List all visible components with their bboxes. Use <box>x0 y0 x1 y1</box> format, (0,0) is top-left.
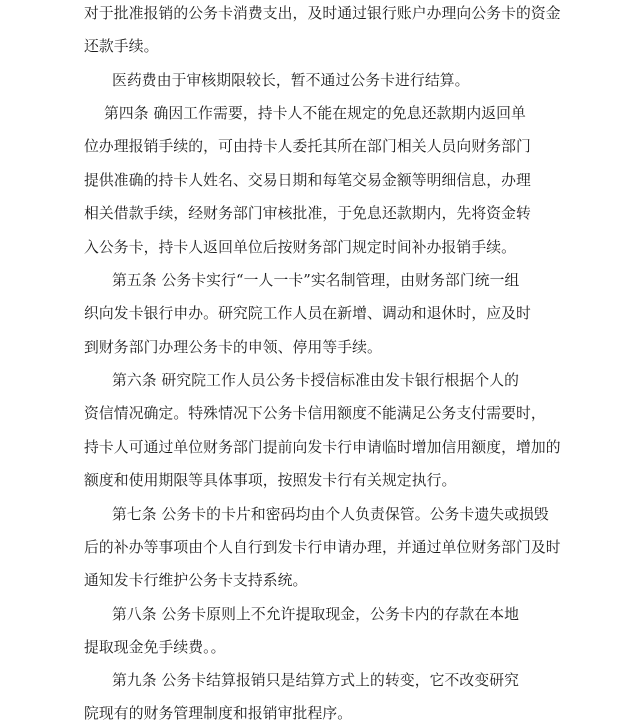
text-line: 院现有的财务管理制度和报销审批程序。 <box>84 705 353 722</box>
article-6-heading-line: 第六条 研究院工作人员公务卡授信标准由发卡银行根据个人的 <box>112 372 520 389</box>
text-line: 资信情况确定。特殊情况下公务卡信用额度不能满足公务支付需要时， <box>84 405 546 422</box>
text-line: 持卡人可通过单位财务部门提前向发卡行申请临时增加信用额度，增加的 <box>84 439 561 456</box>
text-line: 医药费由于审核期限较长，暂不通过公务卡进行结算。 <box>112 72 470 89</box>
text-line: 通知发卡行维护公务卡支持系统。 <box>84 572 308 589</box>
article-9-heading-line: 第九条 公务卡结算报销只是结算方式上的转变，它不改变研究 <box>112 672 520 689</box>
article-5-heading-line: 第五条 公务卡实行“一人一卡”实名制管理，由财务部门统一组 <box>112 272 520 289</box>
text-line: 提供准确的持卡人姓名、交易日期和每笔交易金额等明细信息，办理 <box>84 172 531 189</box>
text-line: 位办理报销手续的，可由持卡人委托其所在部门相关人员向财务部门 <box>84 138 531 155</box>
text-line: 到财务部门办理公务卡的申领、停用等手续。 <box>84 339 382 356</box>
text-line: 相关借款手续，经财务部门审核批准，于免息还款期内，先将资金转 <box>84 205 531 222</box>
text-line: 提取现金免手续费。。 <box>84 639 226 656</box>
article-4-heading-line: 第四条 确因工作需要，持卡人不能在规定的免息还款期内返回单 <box>104 105 526 122</box>
text-line: 后的补办等事项由个人自行到发卡行申请办理，并通过单位财务部门及时 <box>84 539 561 556</box>
article-8-heading-line: 第八条 公务卡原则上不允许提取现金，公务卡内的存款在本地 <box>112 606 520 623</box>
text-line: 额度和使用期限等具体事项，按照发卡行有关规定执行。 <box>84 472 457 489</box>
text-line: 入公务卡，持卡人返回单位后按财务部门规定时间补办报销手续。 <box>84 239 517 256</box>
text-line: 还款手续。 <box>84 38 159 55</box>
text-line: 织向发卡银行申办。研究院工作人员在新增、调动和退休时，应及时 <box>84 305 531 322</box>
text-line: 对于批准报销的公务卡消费支出，及时通过银行账户办理向公务卡的资金 <box>84 5 561 22</box>
article-7-heading-line: 第七条 公务卡的卡片和密码均由个人负责保管。公务卡遗失或损毁 <box>112 506 549 523</box>
